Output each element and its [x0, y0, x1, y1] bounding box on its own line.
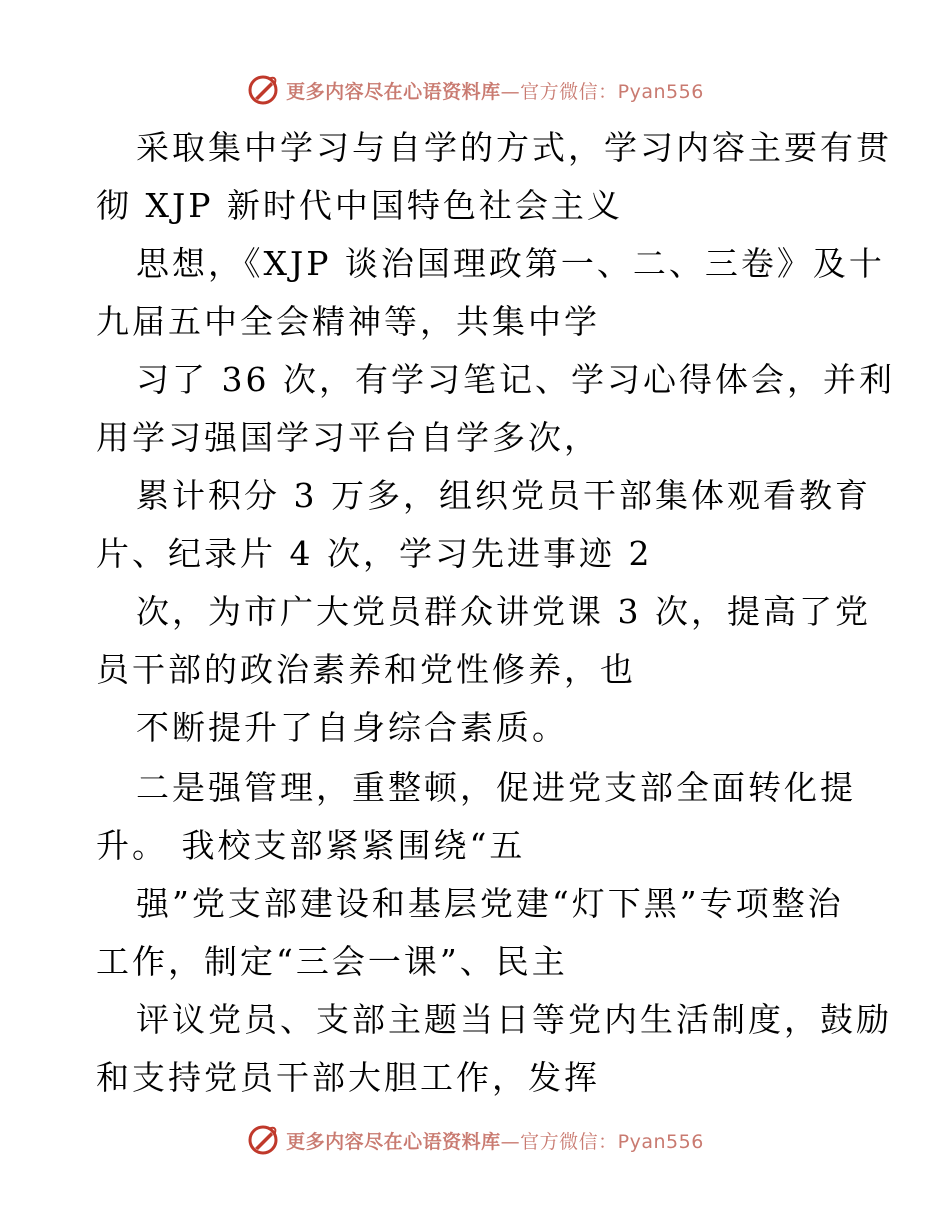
watermark-contact-text: 官方微信：Pyan556: [520, 80, 704, 103]
paragraph-line: 累计积分 3 万多，组织党员干部集体观看教育: [136, 476, 871, 515]
paragraph-line: 次，为市广大党员群众讲党课 3 次，提高了党: [136, 592, 871, 631]
watermark-text: [286, 1127, 704, 1154]
watermark-header: [0, 70, 950, 110]
paragraph-line: 彻 XJP 新时代中国特色社会主义: [96, 186, 623, 225]
watermark-contact-text: 官方微信：Pyan556: [520, 1130, 704, 1153]
quill-logo-icon: [246, 1123, 280, 1157]
paragraph-line: 不断提升了自身综合素质。: [136, 708, 568, 747]
watermark-text: [286, 77, 704, 104]
paragraph-line: 习了 36 次，有学习笔记、学习心得体会，并利: [136, 360, 895, 399]
paragraph-line: 九届五中全会精神等，共集中学: [96, 302, 600, 341]
paragraph-line: 和支持党员干部大胆工作，发挥: [96, 1058, 600, 1097]
watermark-main-text: 更多内容尽在心语资料库: [286, 80, 501, 103]
paragraph-line: 思想，《XJP 谈治国理政第一、二、三卷》及十: [136, 244, 885, 283]
watermark-separator: —: [500, 80, 521, 103]
watermark-separator: —: [500, 1130, 521, 1153]
paragraph-line: 二是强管理，重整顿，促进党支部全面转化提: [136, 768, 856, 807]
paragraph-line: 用学习强国学习平台自学多次，: [96, 418, 600, 457]
paragraph-line: 员干部的政治素养和党性修养，也: [96, 650, 636, 689]
paragraph-line: 采取集中学习与自学的方式，学习内容主要有贯: [136, 128, 892, 167]
paragraph-line: 升。 我校支部紧紧围绕“五: [96, 826, 526, 865]
paragraph-line: 评议党员、支部主题当日等党内生活制度，鼓励: [136, 1000, 892, 1039]
watermark-footer: [0, 1120, 950, 1160]
paragraph-line: 片、纪录片 4 次，学习先进事迹 2: [96, 534, 653, 573]
watermark-main-text: 更多内容尽在心语资料库: [286, 1130, 501, 1153]
paragraph-line: 强”党支部建设和基层党建“灯下黑”专项整治: [136, 884, 844, 923]
paragraph-line: 工作，制定“三会一课”、民主: [96, 942, 568, 981]
quill-logo-icon: [246, 73, 280, 107]
